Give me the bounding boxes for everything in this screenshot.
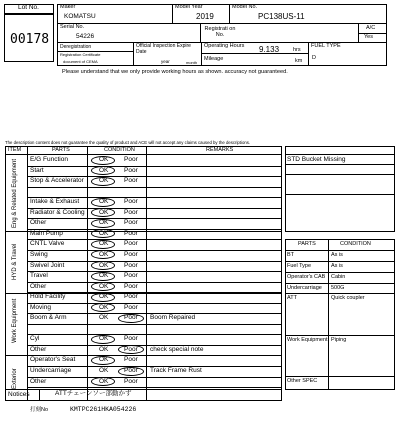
selected-circle <box>91 219 115 228</box>
ok-option: OK <box>99 282 109 290</box>
maker-label: Maker <box>60 4 76 10</box>
poor-option: Poor <box>124 219 138 227</box>
category-work: Work Equipment <box>12 298 18 343</box>
deregistration-label: Deregistration <box>60 44 92 50</box>
selected-circle <box>91 240 115 249</box>
spec-value: As is <box>331 252 343 258</box>
poor-option: Poor <box>124 272 138 280</box>
ok-option: OK <box>99 314 109 322</box>
part-label: Cyl <box>30 335 40 343</box>
lot-no-label: Lot No. <box>18 4 39 11</box>
part-label: Boom & Arm <box>30 314 67 322</box>
spec-value: Cabin <box>331 274 346 280</box>
ok-option: OK <box>99 293 109 301</box>
selected-circle <box>91 261 115 270</box>
registration-label: Registrati on No. <box>204 26 236 38</box>
ok-option: OK <box>99 166 109 174</box>
ok-option: OK <box>99 208 109 216</box>
part-label: Radiator & Cooling <box>30 208 85 216</box>
ok-option: OK <box>99 240 109 248</box>
poor-option: Poor <box>124 198 138 206</box>
spec-value: Piping <box>331 337 347 343</box>
spec-part: Work Equipment <box>287 337 328 343</box>
month-label: month <box>186 60 198 65</box>
notices-label: Notices <box>8 391 30 398</box>
stamp-no-label: 打刻No <box>30 407 49 413</box>
poor-option: Poor <box>124 240 138 248</box>
fuel-type-value: D <box>312 55 316 61</box>
part-label: Main Pump <box>30 229 63 237</box>
condition-header: CONDITION <box>104 147 135 153</box>
model-no-label: Model No. <box>232 4 258 10</box>
spec-part: Fuel Type <box>287 263 312 269</box>
poor-option: Poor <box>124 367 138 374</box>
remarks-header: REMARKS <box>206 147 234 153</box>
ok-option: OK <box>99 198 109 206</box>
poor-option: Poor <box>124 261 138 269</box>
ok-option: OK <box>99 303 109 311</box>
official-inspection-label: Official Inspection Expire Date <box>136 43 191 55</box>
selected-circle <box>91 356 115 365</box>
model-no-value: PC138US-11 <box>258 12 305 21</box>
registration-cert-label: Registration Certificate <box>60 52 101 57</box>
special-note-text: STD Bucket Missing <box>287 156 346 163</box>
poor-option: Poor <box>124 177 138 185</box>
part-label: Other <box>30 377 47 385</box>
spec-value: 500G <box>331 285 345 291</box>
poor-option: Poor <box>124 303 138 311</box>
maker-value: KOMATSU <box>64 13 96 20</box>
spec-part: Other SPEC <box>287 378 318 384</box>
poor-option: Poor <box>124 314 138 322</box>
poor-option: Poor <box>124 335 138 343</box>
selected-circle <box>91 272 115 281</box>
lot-number: 00178 <box>10 32 50 47</box>
ok-option: OK <box>99 367 109 374</box>
selected-circle <box>118 367 144 376</box>
spec-part: ATT <box>287 295 297 301</box>
item-header: ITEM <box>8 147 22 153</box>
notices-box <box>5 389 282 401</box>
ok-option: OK <box>99 156 109 163</box>
part-label: CNTL Valve <box>30 240 65 248</box>
spec-value: As is <box>331 263 343 269</box>
parts-header: PARTS <box>52 147 70 153</box>
part-label: Other <box>30 219 47 227</box>
selected-circle <box>91 293 115 302</box>
ok-option: OK <box>99 377 109 385</box>
notices-text: ATTチェーンソー部動かず <box>55 390 132 397</box>
part-label: Operator's Seat <box>30 356 76 364</box>
selected-circle <box>91 177 115 186</box>
part-label: Moving <box>30 303 51 311</box>
poor-option: Poor <box>124 229 138 237</box>
year-label: year <box>161 59 170 64</box>
poor-option: Poor <box>124 166 138 174</box>
selected-circle <box>91 166 115 175</box>
serial-no-label: Serial No. <box>60 24 85 30</box>
ok-option: OK <box>99 356 109 364</box>
ok-option: OK <box>99 250 109 258</box>
ok-option: OK <box>99 335 109 343</box>
doc-cema-label: document of CEMA <box>63 59 98 64</box>
poor-option: Poor <box>124 293 138 301</box>
category-eng: Eng & Related Equipment <box>12 158 18 228</box>
operating-hours-label: Operating Hours <box>204 43 245 49</box>
selected-circle <box>91 156 115 165</box>
hrs-label: hrs <box>293 47 301 53</box>
spec-value: Quick coupler <box>331 295 365 301</box>
poor-option: Poor <box>124 356 138 364</box>
poor-option: Poor <box>124 208 138 216</box>
category-exterior: Exterior <box>12 368 18 389</box>
poor-option: Poor <box>124 156 138 163</box>
poor-option: Poor <box>124 345 138 353</box>
spec-part: Undercarriage <box>287 285 322 291</box>
poor-option: Poor <box>124 250 138 258</box>
disclaimer: The description content does not guarantee the quality of product and ACE will not accept any claims caused by the descriptions. <box>5 140 251 145</box>
part-label: Intake & Exhaust <box>30 198 80 206</box>
part-label: Undercarriage <box>30 367 72 374</box>
ok-option: OK <box>99 345 109 353</box>
operating-hours-value: 9.133 <box>259 45 280 54</box>
km-label: km <box>295 58 303 64</box>
mileage-label: Mileage <box>204 56 224 62</box>
spec-condition-header: CONDITION <box>340 241 371 247</box>
selected-circle <box>91 198 115 207</box>
spec-parts-header: PARTS <box>298 241 316 247</box>
ac-label: A/C <box>366 25 376 31</box>
poor-option: Poor <box>124 377 138 385</box>
poor-option: Poor <box>124 282 138 290</box>
part-label: Other <box>30 345 47 353</box>
part-label: Swing <box>30 250 48 258</box>
ok-option: OK <box>99 177 109 185</box>
remark-text: Track Frame Rust <box>150 367 202 374</box>
part-label: Travel <box>30 272 48 280</box>
selected-circle <box>91 335 115 344</box>
ok-option: OK <box>99 229 109 237</box>
model-year-value: 2019 <box>196 12 214 21</box>
remark-text: check special note <box>150 345 204 353</box>
ok-option: OK <box>99 219 109 227</box>
ac-value: Yes <box>364 34 373 40</box>
spec-part: Operator's CAB <box>287 274 326 280</box>
part-label: Other <box>30 282 47 290</box>
selected-circle <box>91 377 115 386</box>
selected-circle <box>118 314 144 323</box>
stamp-no-value: KMTPC261HKA054226 <box>70 406 137 413</box>
category-hyd: HYD & Travel <box>12 243 18 280</box>
model-year-label: Model Year <box>175 4 203 10</box>
ok-option: OK <box>99 272 109 280</box>
remark-text: Boom Repaired <box>150 314 196 322</box>
part-label: Swivel Joint <box>30 261 65 269</box>
part-label: Stop & Accelerator <box>30 177 84 185</box>
spec-part: BT <box>287 252 295 258</box>
accuracy-notice: Please understand that we only provide working hours as shown. accuracy not guaranteed. <box>62 69 288 75</box>
ok-option: OK <box>99 261 109 269</box>
serial-no-value: 54226 <box>76 33 95 40</box>
part-label: E/G Function <box>30 156 68 163</box>
part-label: Start <box>30 166 44 174</box>
fuel-type-label: FUEL TYPE <box>311 43 341 49</box>
part-label: Hold Facility <box>30 293 66 301</box>
